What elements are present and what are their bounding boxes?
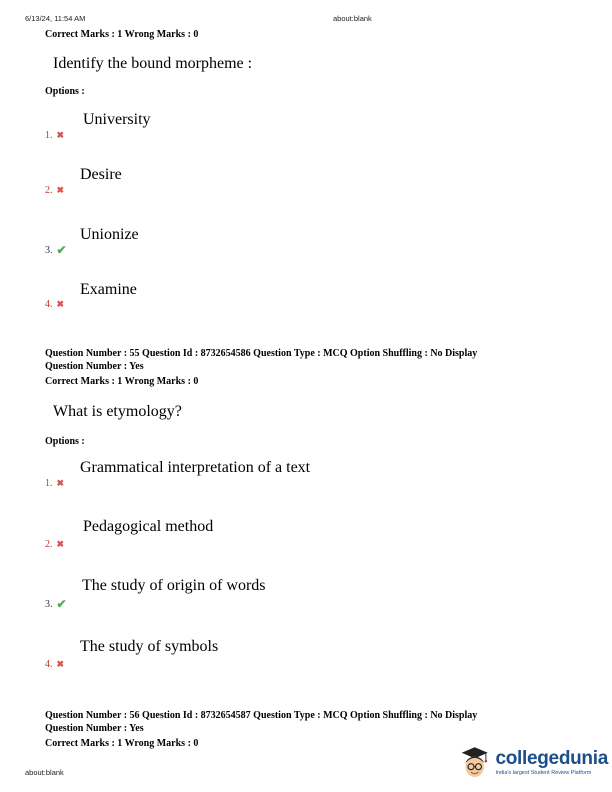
q55-option-1-text: Grammatical interpretation of a text (80, 459, 311, 476)
option-number: 2. (45, 539, 53, 550)
q54-option-4-text: Examine (80, 281, 137, 298)
option-number: 3. (45, 599, 53, 610)
q54-option-2-text: Desire (80, 166, 122, 183)
option-number: 4. (45, 659, 53, 670)
cross-icon: ✖ (56, 130, 65, 140)
q54-option-1-text: University (83, 111, 151, 128)
cross-icon: ✖ (56, 539, 65, 549)
option-number: 2. (45, 185, 53, 196)
q54-option-3-number (45, 243, 67, 258)
cross-icon: ✖ (56, 659, 65, 669)
q55-marks: Correct Marks : 1 Wrong Marks : 0 (45, 376, 199, 387)
q56-meta-line2: Question Number : Yes (45, 723, 144, 734)
collegedunia-logo (458, 742, 608, 784)
logo-brand-text: collegedunia (495, 748, 608, 769)
q55-option-3-text: The study of origin of words (82, 577, 266, 594)
q54-options-label: Options : (45, 86, 85, 97)
q54-option-3-text: Unionize (80, 226, 139, 243)
q54-option-1-number (45, 130, 64, 141)
check-icon: ✔ (56, 243, 67, 257)
cross-icon: ✖ (56, 478, 65, 488)
q55-option-1-number (45, 478, 64, 489)
q55-option-4-number (45, 659, 64, 670)
option-number: 1. (45, 478, 53, 489)
q54-option-2-number (45, 185, 64, 196)
cross-icon: ✖ (56, 299, 65, 309)
q54-question-text: Identify the bound morpheme : (53, 55, 253, 72)
option-number: 1. (45, 130, 53, 141)
q56-marks: Correct Marks : 1 Wrong Marks : 0 (45, 738, 199, 749)
q54-option-4-number (45, 299, 64, 310)
print-datetime: 6/13/24, 11:54 AM (25, 14, 86, 23)
q55-meta-line1: Question Number : 55 Question Id : 8732654586 Question Type : MCQ Option Shuffling : No Display (45, 348, 478, 359)
logo-tagline: India's largest Student Review Platform (495, 770, 592, 776)
q55-meta-line2: Question Number : Yes (45, 361, 144, 372)
q55-options-label: Options : (45, 436, 85, 447)
q55-option-2-number (45, 539, 64, 550)
q55-option-2-text: Pedagogical method (83, 518, 214, 535)
option-number: 4. (45, 299, 53, 310)
q55-option-4-text: The study of symbols (80, 638, 219, 655)
footer-url: about:blank (25, 768, 64, 777)
q54-marks: Correct Marks : 1 Wrong Marks : 0 (45, 29, 199, 40)
print-url: about:blank (333, 14, 372, 23)
q55-option-3-number (45, 597, 67, 612)
q55-question-text: What is etymology? (53, 403, 182, 420)
cross-icon: ✖ (56, 185, 65, 195)
graduate-mascot-icon (458, 743, 491, 783)
check-icon: ✔ (56, 597, 67, 611)
option-number: 3. (45, 245, 53, 256)
q56-meta-line1: Question Number : 56 Question Id : 8732654587 Question Type : MCQ Option Shuffling : No Display (45, 710, 478, 721)
